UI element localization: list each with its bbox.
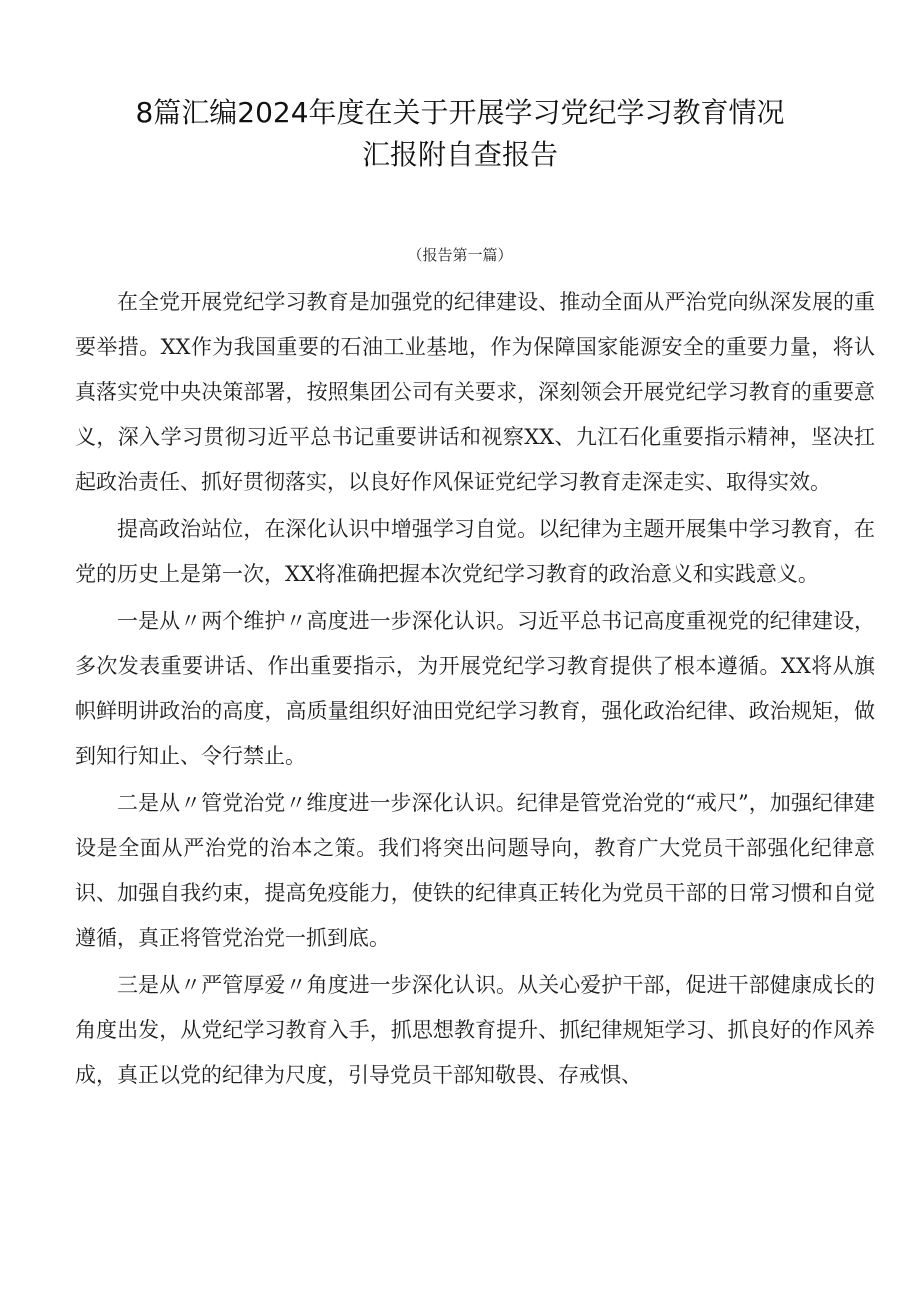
- paragraph-4: 二是从〃管党治党〃维度进一步深化认识。纪律是管党治党的“戒尺”，加强纪律建设是全面从严治党的治本之策。我们将突出问题导向，教育广大党员干部强化纪律意识、加强自我约束，提高免疫能力，使铁的纪律真正转化为党员干部的日常习惯和自觉遵循，真正将管党治党一抓到底。: [75, 791, 875, 950]
- paragraph-3: 一是从〃两个维护〃高度进一步深化认识。习近平总书记高度重视党的纪律建设，多次发表重要讲话、作出重要指示，为开展党纪学习教育提供了根本遵循。XX将从旗帜鲜明讲政治的高度，高质量组织好油田党纪学习教育，强化政治纪律、政治规矩，做到知行知止、令行禁止。: [75, 609, 875, 768]
- paragraph-1: 在全党开展党纪学习教育是加强党的纪律建设、推动全面从严治党向纵深发展的重要举措。XX作为我国重要的石油工业基地，作为保障国家能源安全的重要力量，将认真落实党中央决策部署，按照集团公司有关要求，深刻领会开展党纪学习教育的重要意义，深入学习贯彻习近平总书记重要讲话和视察XX、九江石化重要指示精神，坚决扛起政治责任、抓好贯彻落实，以良好作风保证党纪学习教育走深走实、取得实效。: [75, 290, 875, 494]
- section-subtitle: （报告第一篇）: [407, 246, 513, 264]
- body-text: [75, 280, 875, 1100]
- paragraph-2: 提高政治站位，在深化认识中增强学习自觉。以纪律为主题开展集中学习教育，在党的历史上是第一次，XX将准确把握本次党纪学习教育的政治意义和实践意义。: [75, 517, 875, 586]
- paragraph-5: 三是从〃严管厚爱〃角度进一步深化认识。从关心爱护干部，促进干部健康成长的角度出发，从党纪学习教育入手，抓思想教育提升、抓纪律规矩学习、抓良好的作风养成，真正以党的纪律为尺度，引导党员干部知敬畏、存戒惧、: [75, 973, 875, 1087]
- title-line-2: 汇报附自查报告: [361, 138, 558, 171]
- document-title: [60, 92, 860, 176]
- title-line-1: 8篇汇编2024年度在关于开展学习党纪学习教育情况: [135, 96, 785, 129]
